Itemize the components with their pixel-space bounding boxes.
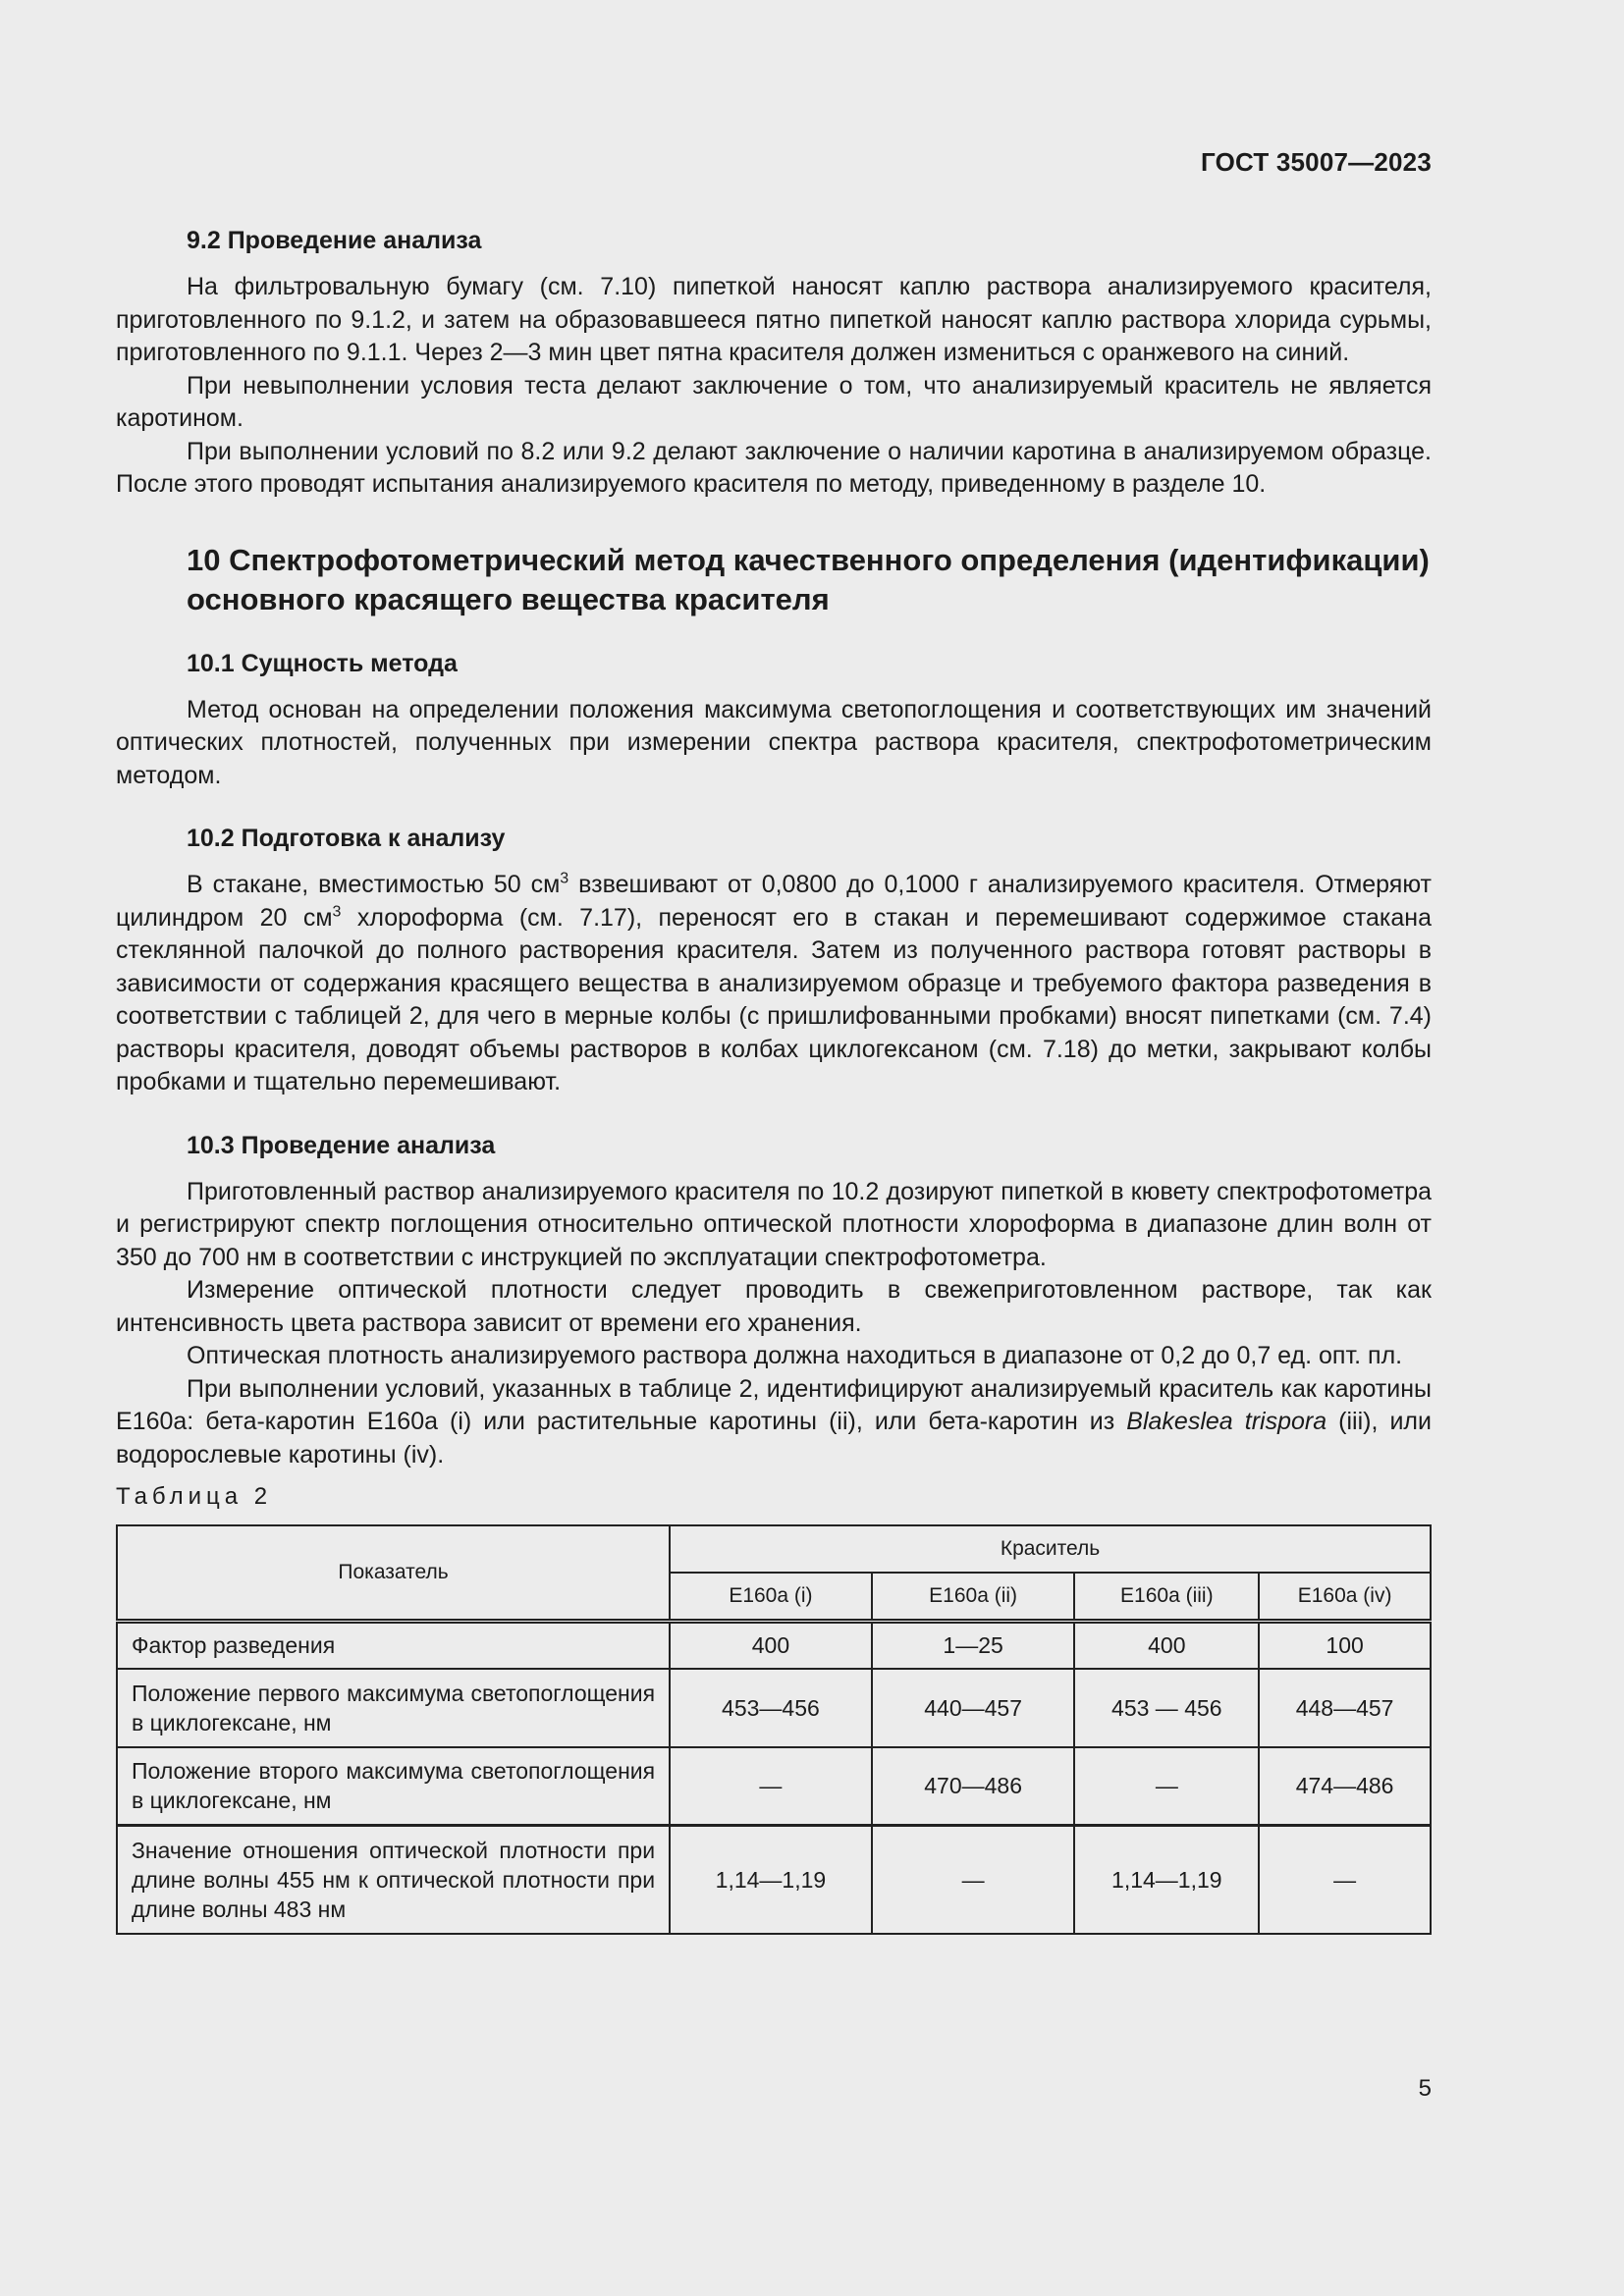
header-col-2: E160a (ii) — [872, 1573, 1075, 1622]
section-9-2-title: 9.2 Проведение анализа — [187, 227, 482, 254]
species-name: Blakeslea trispora — [1126, 1408, 1327, 1435]
section-10-3-paragraph-4 — [116, 1373, 1432, 1472]
table-cell: 474—486 — [1259, 1747, 1431, 1826]
section-9-2-paragraph-3: При выполнении условий по 8.2 или 9.2 делают заключение о наличии каротина в анализируемом образце. После этого проводят испытания анализируемого красителя по методу, приведенному в разделе 10. — [116, 437, 1432, 498]
section-10-3-paragraph-1: Приготовленный раствор анализируемого красителя по 10.2 дозируют пипеткой в кювету спектрофотометра и регистрируют спектр поглощения относительно оптической плотности хлороформа в диапазоне длин волн от 350 до 700 нм в соответствии с инструкцией по эксплуатации спектрофотометра. — [116, 1177, 1432, 1271]
header-col-1: E160a (i) — [670, 1573, 872, 1622]
table-row — [117, 1622, 1431, 1669]
table-cell: — — [872, 1826, 1075, 1934]
section-10-3-text-b: (iii), или водорослевые каротины (iv). — [116, 1408, 1432, 1468]
table-cell: 1—25 — [872, 1622, 1075, 1669]
row-label: Положение первого максимума светопоглощения в циклогексане, нм — [117, 1669, 670, 1747]
document-code: ГОСТ 35007—2023 — [1201, 147, 1432, 177]
section-10-title: 10 Спектрофотометрический метод качественного определения (идентификации) основного красящего вещества красителя — [187, 542, 1430, 616]
row-label: Положение второго максимума светопоглощения в циклогексане, нм — [117, 1747, 670, 1826]
document-content — [116, 224, 1432, 1935]
section-10-1-title: 10.1 Сущность метода — [187, 649, 458, 677]
row-label: Фактор разведения — [117, 1622, 670, 1669]
table-cell: 1,14—1,19 — [1074, 1826, 1259, 1934]
table-cell: 400 — [1074, 1622, 1259, 1669]
section-10-2-title: 10.2 Подготовка к анализу — [187, 825, 506, 852]
table-cell: 448—457 — [1259, 1669, 1431, 1747]
table-cell: — — [670, 1747, 872, 1826]
table-row — [117, 1669, 1431, 1747]
table-cell: 453 — 456 — [1074, 1669, 1259, 1747]
section-10-2-text-a: В стакане, вместимостью 50 см — [187, 871, 561, 898]
section-10-1-paragraph-1: Метод основан на определении положения максимума светопоглощения и соответствующих им значений оптических плотностей, полученных при измерении спектра раствора красителя, спектрофотометрическим методом. — [116, 695, 1432, 789]
table-cell: — — [1259, 1826, 1431, 1934]
table-2 — [116, 1524, 1432, 1935]
row-label: Значение отношения оптической плотности при длине волны 455 нм к оптической плотности при длине волны 483 нм — [117, 1826, 670, 1934]
section-10-3-paragraph-3: Оптическая плотность анализируемого раствора должна находиться в диапазоне от 0,2 до 0,7 ед. опт. пл. — [187, 1342, 1403, 1369]
table-cell: 400 — [670, 1622, 872, 1669]
section-10-2-text-c: хлороформа (см. 7.17), переносят его в стакан и перемешивают содержимое стакана стеклянной палочкой до полного растворения красителя. Затем из полученного раствора готовят растворы в зависимости от содержания красящего вещества в анализируемом образце и требуемого фактора разведения в соответствии с таблицей 2, для чего в мерные колбы (с пришлифованными пробками) вносят пипетками (см. 7.4) растворы красителя, доводят объемы растворов в колбах циклогексаном (см. 7.18) до метки, закрывают колбы пробками и тщательно перемешивают. — [116, 903, 1432, 1095]
section-10-3-paragraph-2: Измерение оптической плотности следует проводить в свежеприготовленном растворе, так как интенсивность цвета раствора зависит от времени его хранения. — [116, 1276, 1432, 1337]
superscript-3: 3 — [332, 903, 342, 921]
section-10-3-text-a: При выполнении условий, указанных в таблице 2, идентифицируют анализируемый краситель как каротины Е160а: бета-каротин Е160а (i) или растительные каротины (ii), или бета-каротин из — [116, 1374, 1432, 1435]
table-cell: — — [1074, 1747, 1259, 1826]
header-col-4: E160a (iv) — [1259, 1573, 1431, 1622]
table-cell: 440—457 — [872, 1669, 1075, 1747]
section-10-3-title: 10.3 Проведение анализа — [187, 1131, 496, 1159]
page-number: 5 — [1418, 2075, 1432, 2102]
header-indicator: Показатель — [117, 1525, 670, 1622]
table-cell: 100 — [1259, 1622, 1431, 1669]
table-cell: 470—486 — [872, 1747, 1075, 1826]
table-cell: 1,14—1,19 — [670, 1826, 872, 1934]
table-cell: 453—456 — [670, 1669, 872, 1747]
superscript-3: 3 — [560, 870, 569, 887]
section-9-2-paragraph-2: При невыполнении условия теста делают заключение о том, что анализируемый краситель не является каротином. — [116, 371, 1432, 432]
table-row — [117, 1747, 1431, 1826]
section-9-2-paragraph-1: На фильтровальную бумагу (см. 7.10) пипеткой наносят каплю раствора анализируемого красителя, приготовленного по 9.1.2, и затем на образовавшееся пятно пипеткой наносят каплю раствора хлорида сурьмы, приготовленного по 9.1.1. Через 2—3 мин цвет пятна красителя должен измениться с оранжевого на синий. — [116, 273, 1432, 366]
header-col-3: E160a (iii) — [1074, 1573, 1259, 1622]
section-10-2-paragraph-1 — [116, 869, 1432, 1099]
table-caption: Таблица 2 — [116, 1483, 273, 1510]
header-dye-group: Краситель — [670, 1525, 1431, 1573]
table-row — [117, 1826, 1431, 1934]
section-10-2-text-b: взвешивают от 0,0800 до 0,1000 г анализируемого красителя. Отмеряют цилиндром 20 см — [116, 871, 1432, 932]
